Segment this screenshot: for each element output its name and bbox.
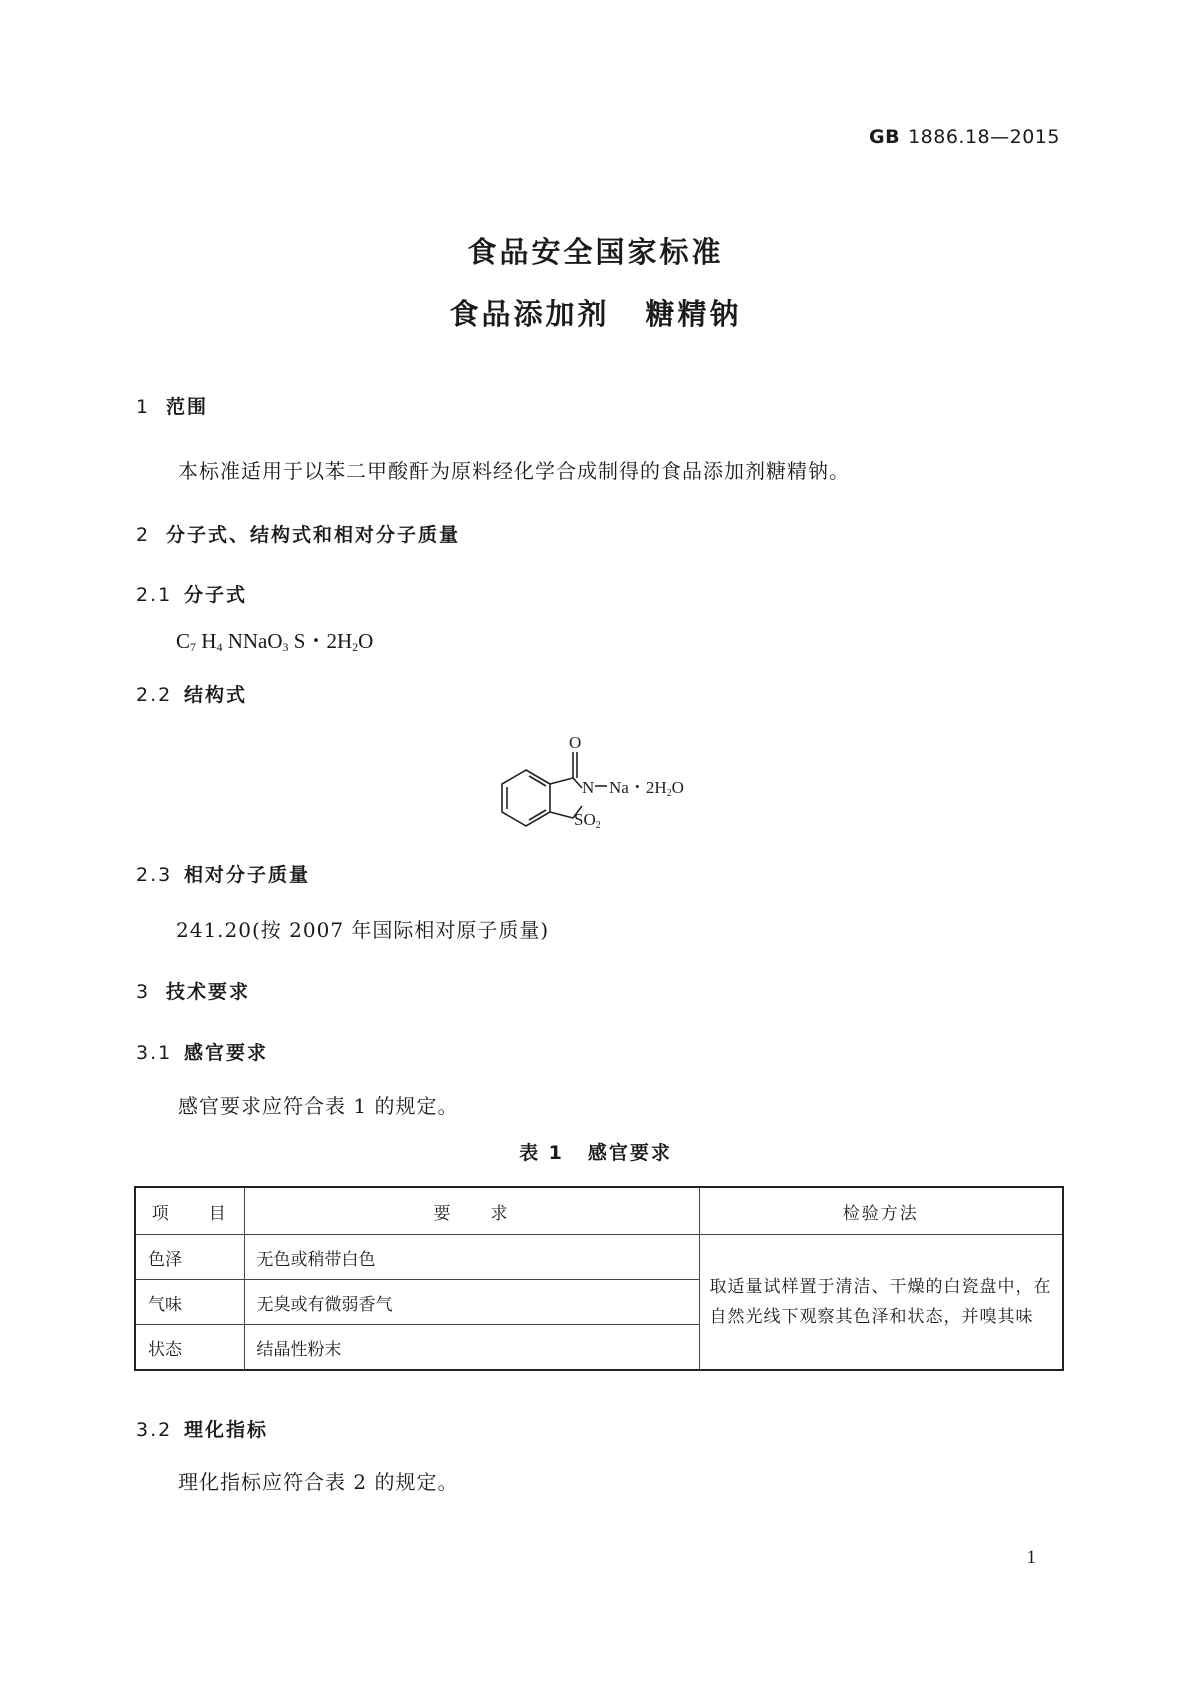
standard-number: 1886.18—2015 bbox=[908, 126, 1060, 148]
requirement-cell: 结晶性粉末 bbox=[244, 1325, 699, 1371]
section-title: 分子式、结构式和相对分子质量 bbox=[166, 524, 461, 546]
sodium-dihydrate-label: Na・2H2O bbox=[609, 778, 684, 799]
section-3-heading bbox=[136, 977, 250, 1004]
header-item: 项 目 bbox=[135, 1187, 244, 1235]
document-subtitle bbox=[0, 292, 1191, 333]
table-header-row bbox=[135, 1187, 1063, 1235]
section-number: 3.2 bbox=[136, 1419, 173, 1441]
header-requirement: 要 求 bbox=[244, 1187, 699, 1235]
section-number: 1 bbox=[136, 396, 151, 418]
section-title: 感官要求 bbox=[184, 1042, 269, 1064]
section-number: 2.2 bbox=[136, 684, 173, 706]
requirement-cell: 无色或稍带白色 bbox=[244, 1235, 699, 1280]
section-2-2-heading bbox=[136, 680, 247, 707]
test-method-cell bbox=[699, 1235, 1063, 1371]
section-2-3-heading bbox=[136, 860, 310, 887]
table-1-caption bbox=[0, 1138, 1191, 1165]
subtitle-part-2: 糖精钠 bbox=[645, 297, 742, 331]
section-title: 分子式 bbox=[184, 584, 248, 606]
structural-formula-diagram bbox=[480, 726, 720, 836]
section-3-1-body: 感官要求应符合表 1 的规定。 bbox=[178, 1094, 459, 1118]
section-number: 2 bbox=[136, 524, 151, 546]
document-title: 食品安全国家标准 bbox=[467, 235, 724, 269]
section-3-2-heading bbox=[136, 1415, 268, 1442]
section-number: 3.1 bbox=[136, 1042, 173, 1064]
sensory-requirements-table bbox=[134, 1186, 1064, 1371]
section-number: 2.1 bbox=[136, 584, 173, 606]
standard-code bbox=[869, 126, 1060, 148]
section-number: 2.3 bbox=[136, 864, 173, 886]
item-cell: 色泽 bbox=[135, 1235, 244, 1280]
test-method-line-2: 自然光线下观察其色泽和状态，并嗅其味 bbox=[709, 1307, 1034, 1327]
section-title: 结构式 bbox=[184, 684, 248, 706]
section-title: 相对分子质量 bbox=[184, 864, 311, 886]
section-title: 技术要求 bbox=[166, 981, 251, 1003]
section-2-1-heading bbox=[136, 580, 247, 607]
section-3-2-body: 理化指标应符合表 2 的规定。 bbox=[178, 1470, 459, 1494]
requirement-cell: 无臭或有微弱香气 bbox=[244, 1280, 699, 1325]
subtitle-part-1: 食品添加剂 bbox=[449, 297, 610, 331]
nitrogen-atom-label: N bbox=[582, 778, 595, 797]
table-title: 感官要求 bbox=[587, 1142, 672, 1164]
section-title: 范围 bbox=[166, 396, 209, 418]
table-row bbox=[135, 1235, 1063, 1280]
page-number: 1 bbox=[1026, 1547, 1036, 1568]
item-cell: 状态 bbox=[135, 1325, 244, 1371]
section-number: 3 bbox=[136, 981, 151, 1003]
header-test-method: 检验方法 bbox=[699, 1187, 1063, 1235]
section-1-body: 本标准适用于以苯二甲酸酐为原料经化学合成制得的食品添加剂糖精钠。 bbox=[178, 459, 850, 483]
item-cell: 气味 bbox=[135, 1280, 244, 1325]
section-title: 理化指标 bbox=[184, 1419, 269, 1441]
test-method-line-1: 取适量试样置于清洁、干燥的白瓷盘中，在 bbox=[709, 1277, 1052, 1297]
section-1-heading bbox=[136, 392, 208, 419]
section-2-heading bbox=[136, 520, 460, 547]
section-3-1-heading bbox=[136, 1038, 268, 1065]
molecular-mass-value: 241.20(按 2007 年国际相对原子质量) bbox=[176, 918, 550, 942]
oxygen-atom-label: O bbox=[569, 733, 582, 752]
gb-prefix: GB bbox=[868, 126, 901, 148]
molecular-formula: $C_7$ $H_4$ NNaO$_3$ S・$2H_2O$ bbox=[176, 629, 374, 654]
sulfonyl-group-label: SO2 bbox=[574, 810, 601, 831]
table-number: 表 1 bbox=[519, 1142, 564, 1164]
